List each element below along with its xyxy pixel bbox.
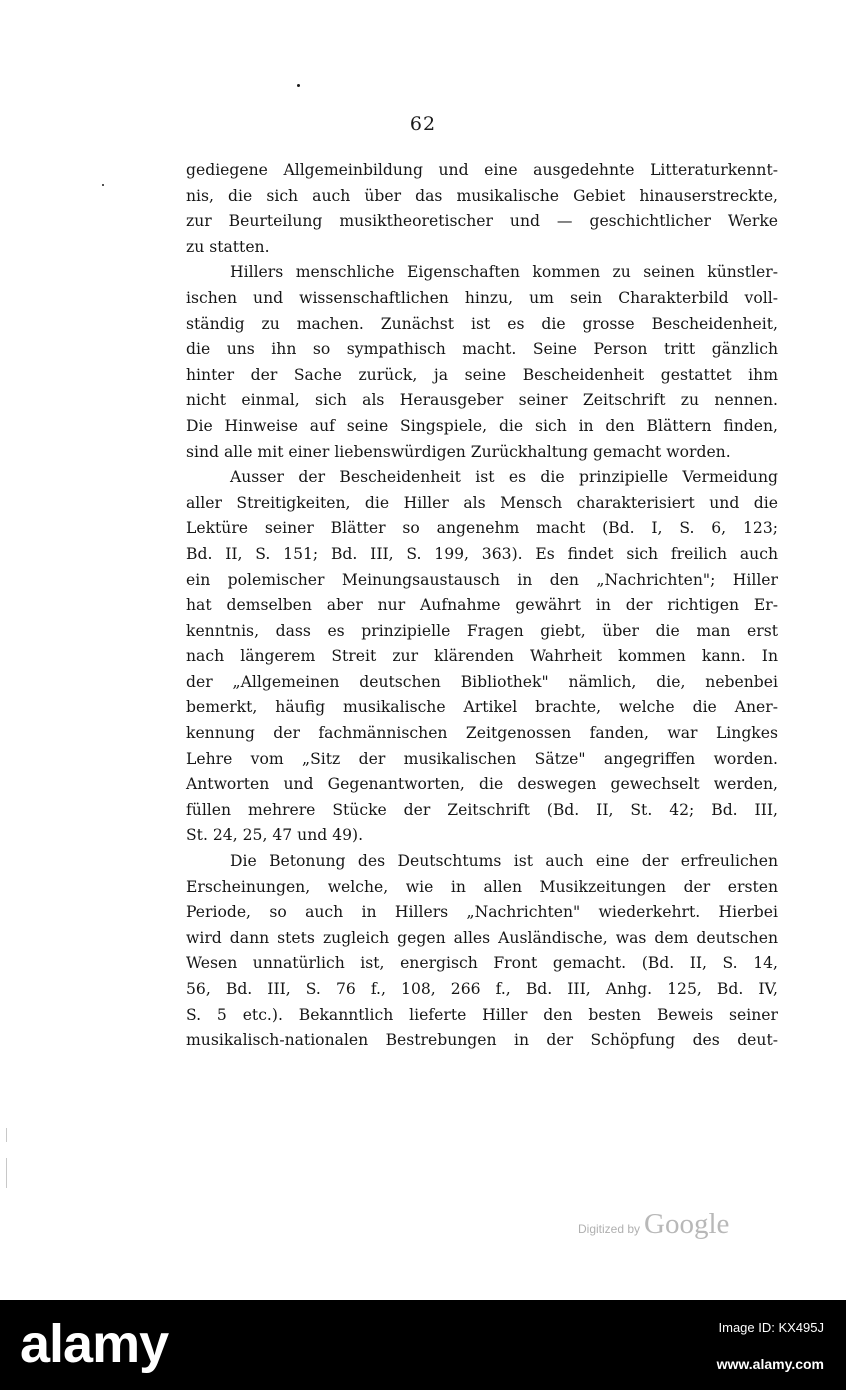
scan-edge-mark [6,1158,7,1188]
text-line: Die Betonung des Deutschtums ist auch eine der erfreulichen [230,852,778,871]
image-id-label: Image ID: KX495J [718,1320,824,1335]
text-line: nicht einmal, sich als Herausgeber seiner Zeitschrift zu nennen. [186,391,778,410]
google-logo: Google [644,1208,730,1240]
text-line: bemerkt, häufig musikalische Artikel brachte, welche die Aner- [186,698,778,717]
alamy-footer-bar [0,1300,846,1390]
text-line: ständig zu machen. Zunächst ist es die grosse Bescheidenheit, [186,314,778,333]
text-line: Die Hinweise auf seine Singspiele, die sich in den Blättern finden, [186,416,778,435]
text-line: 56, Bd. III, S. 76 f., 108, 266 f., Bd. III, Anhg. 125, Bd. IV, [186,980,778,998]
text-line: der „Allgemeinen deutschen Bibliothek" nämlich, die, nebenbei [186,672,778,691]
body-text [186,158,778,1054]
text-line: sind alle mit einer liebenswürdigen Zurückhaltung gemacht worden. [186,442,731,461]
text-line: ein polemischer Meinungsaustausch in den „Nachrichten"; Hiller [186,570,778,589]
text-line: wird dann stets zugleich gegen alles Ausländische, was dem deutschen [186,928,778,947]
text-line: hinter der Sache zurück, ja seine Bescheidenheit gestattet ihm [186,365,778,384]
text-line: Ausser der Bescheidenheit ist es die prinzipielle Vermeidung [230,468,778,487]
site-url: www.alamy.com [716,1356,824,1372]
alamy-logo: alamy [20,1314,169,1374]
text-line: Periode, so auch in Hillers „Nachrichten" wiederkehrt. Hierbei [186,903,778,922]
text-line: Bd. II, S. 151; Bd. III, S. 199, 363). Es findet sich freilich auch [186,544,778,563]
text-line: nach längerem Streit zur klärenden Wahrheit kommen kann. In [186,647,778,666]
page-speck [102,184,104,186]
text-line: Lehre vom „Sitz der musikalischen Sätze" angegriffen worden. [186,749,778,768]
text-line: gediegene Allgemeinbildung und eine ausgedehnte Litteraturkennt- [186,161,778,179]
text-line: Wesen unnatürlich ist, energisch Front gemacht. (Bd. II, S. 14, [186,954,778,973]
text-line: Hillers menschliche Eigenschaften kommen zu seinen künstler- [230,263,778,282]
text-line: nis, die sich auch über das musikalische Gebiet hinauserstreckte, [186,186,778,205]
text-line: Antworten und Gegenantworten, die deswegen gewechselt werden, [186,775,778,794]
text-line: St. 24, 25, 47 und 49). [186,826,364,845]
text-line: hat demselben aber nur Aufnahme gewährt in der richtigen Er- [186,596,778,615]
text-line: Erscheinungen, welche, wie in allen Musikzeitungen der ersten [186,877,778,896]
text-line: zur Beurteilung musiktheoretischer und — geschichtlicher Werke [186,212,778,231]
page-speck [297,84,300,87]
text-line: S. 5 etc.). Bekanntlich lieferte Hiller den besten Beweis seiner [186,1005,778,1024]
page-number: 62 [409,113,437,135]
text-line: musikalisch-nationalen Bestrebungen in der Schöpfung des deut- [186,1031,778,1050]
text-line: kennung der fachmännischen Zeitgenossen fanden, war Lingkes [186,724,778,743]
text-line: Lektüre seiner Blätter so angenehm macht (Bd. I, S. 6, 123; [186,519,778,538]
text-line: die uns ihn so sympathisch macht. Seine Person tritt gänzlich [186,340,778,359]
text-line: ischen und wissenschaftlichen hinzu, um sein Charakterbild voll- [186,288,778,307]
text-line: füllen mehrere Stücke der Zeitschrift (Bd. II, St. 42; Bd. III, [186,800,778,819]
scan-edge-mark [6,1128,7,1142]
text-line: zu statten. [186,237,270,256]
watermark-prefix: Digitized by [578,1222,641,1236]
text-line: kenntnis, dass es prinzipielle Fragen giebt, über die man erst [186,621,778,640]
digitized-by-google-watermark [578,1208,729,1241]
text-line: aller Streitigkeiten, die Hiller als Mensch charakterisiert und die [186,493,778,512]
